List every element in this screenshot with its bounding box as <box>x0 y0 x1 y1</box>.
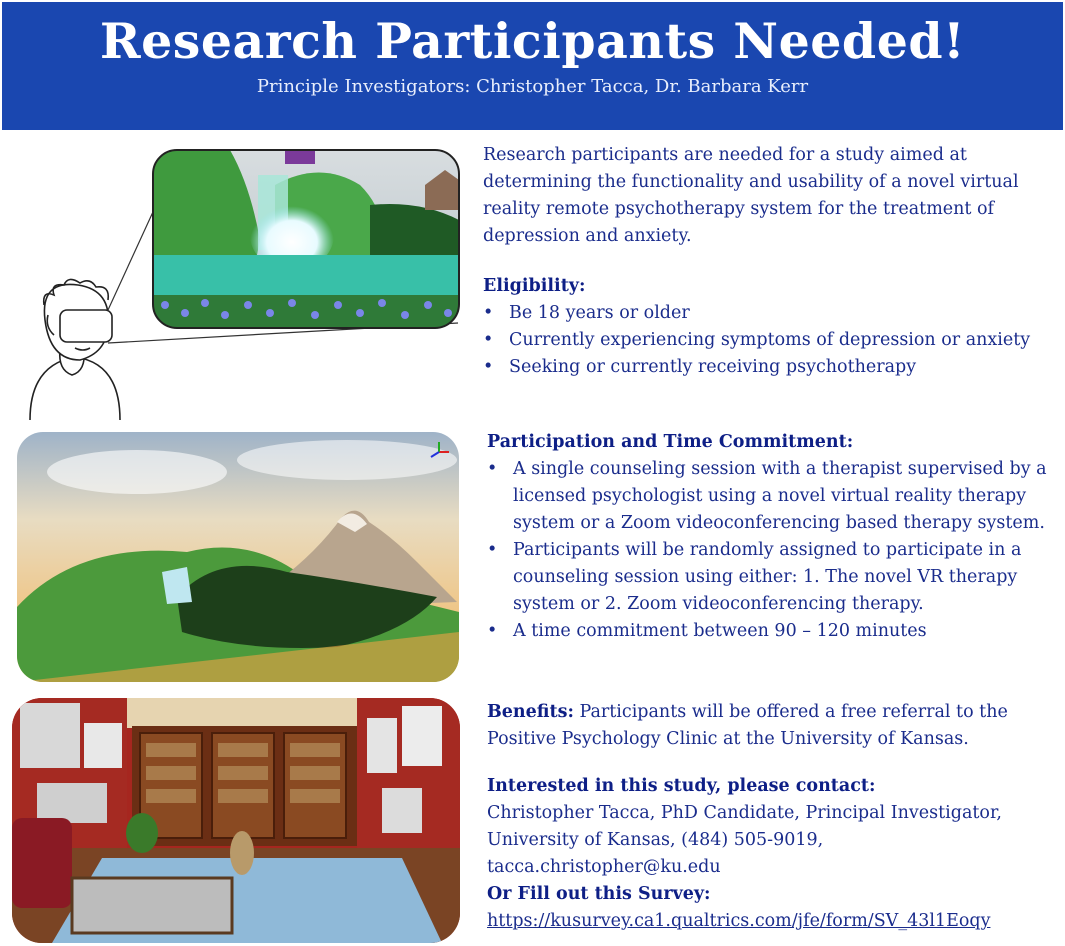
vr-mountain-landscape <box>17 432 459 682</box>
eligibility-heading: Eligibility: <box>483 276 586 296</box>
participation-heading: Participation and Time Commitment: <box>487 432 854 452</box>
list-item: • Currently experiencing symptoms of depression or anxiety <box>483 327 1048 354</box>
contact-heading: Interested in this study, please contact: <box>487 776 876 796</box>
list-item: • A single counseling session with a therapist supervised by a licensed psychologist using a novel virtual reality therapy system or a Zoom videoconferencing based therapy system. <box>487 456 1052 537</box>
header-banner <box>2 2 1063 130</box>
benefits-heading: Benefits: <box>487 702 574 722</box>
contact-line: Christopher Tacca, PhD Candidate, Principal Investigator, <box>487 803 1002 823</box>
list-item: • Seeking or currently receiving psychotherapy <box>483 354 1048 381</box>
vr-library-room <box>12 698 460 943</box>
vr-waterfall-scene <box>153 150 459 328</box>
intro-paragraph: Research participants are needed for a study aimed at determining the functionality and usability of a novel virtual reality remote psychotherapy system for the treatment of depression and anxiety. <box>483 145 1019 246</box>
contact-section <box>487 773 1052 935</box>
eligibility-section <box>483 273 1048 381</box>
benefits-paragraph <box>487 699 1052 753</box>
survey-heading: Or Fill out this Survey: <box>487 884 711 904</box>
list-item: • A time commitment between 90 – 120 minutes <box>487 618 1052 645</box>
benefits-text: Participants will be offered a free referral to the Positive Psychology Clinic at the University of Kansas. <box>487 702 1008 749</box>
contact-line: University of Kansas, (484) 505-9019, <box>487 830 824 850</box>
vr-headset-user-illustration <box>20 145 470 425</box>
page-title: Research Participants Needed! <box>99 12 966 70</box>
survey-link[interactable]: https://kusurvey.ca1.qualtrics.com/jfe/form/SV_43l1Eoqy <box>487 911 991 931</box>
participation-section <box>487 429 1052 645</box>
list-item: • Be 18 years or older <box>483 300 1048 327</box>
contact-email[interactable]: tacca.christopher@ku.edu <box>487 857 721 877</box>
investigators-subtitle: Principle Investigators: Christopher Tacca, Dr. Barbara Kerr <box>256 76 809 97</box>
list-item: • Participants will be randomly assigned to participate in a counseling session using either: 1. The novel VR therapy system or 2. Zoom videoconferencing therapy. <box>487 537 1052 618</box>
